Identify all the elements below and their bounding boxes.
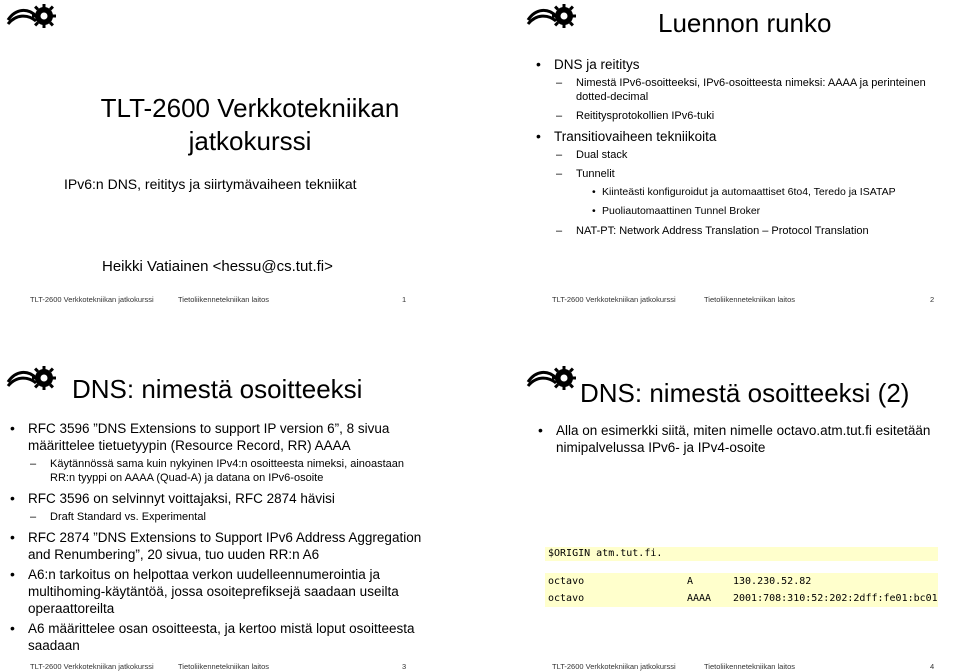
footer-dept: Tietoliikennetekniikan laitos — [704, 662, 796, 671]
slide-title: DNS: nimestä osoitteeksi — [72, 374, 363, 404]
slide-1 — [0, 0, 480, 335]
author-line: Heikki Vatiainen <hessu@cs.tut.fi> — [102, 258, 333, 275]
record-value: 2001:708:310:52:202:2dff:fe01:bc01 — [733, 593, 938, 604]
dns-records — [545, 573, 938, 607]
list-item: • Puoliautomaattinen Tunnel Broker — [592, 205, 946, 218]
record-type: A — [687, 576, 694, 587]
footer-course: TLT-2600 Verkkotekniikan jatkokurssi — [552, 295, 676, 304]
slide-title: TLT-2600 Verkkotekniikan jatkokurssi — [100, 93, 400, 156]
university-logo-icon — [526, 364, 578, 392]
footer-course: TLT-2600 Verkkotekniikan jatkokurssi — [30, 662, 154, 671]
outline-list — [536, 56, 946, 243]
university-logo-icon — [526, 2, 578, 30]
list-item: • A6 määrittelee osan osoitteesta, ja kertoo mistä loput osoitteesta saadaan — [10, 620, 430, 654]
list-item: • A6:n tarkoitus on helpottaa verkon uudelleennumerointia ja multihoming-käytäntöä, jossa osoiteprefiksejä saadaan useilta operaattoreilta — [10, 566, 430, 617]
slide-3 — [0, 336, 480, 671]
list-item: – Nimestä IPv6-osoitteeksi, IPv6-osoitteesta nimeksi: AAAA ja perinteinen dotted-decimal — [556, 76, 946, 104]
list-item: • RFC 2874 ”DNS Extensions to Support IPv6 Address Aggregation and Renumbering”, 20 sivua, tuo uuden RR:n A6 — [10, 529, 430, 563]
record-value: 130.230.52.82 — [733, 576, 812, 587]
dns-record-row — [548, 573, 938, 590]
footer-course: TLT-2600 Verkkotekniikan jatkokurssi — [552, 662, 676, 671]
list-item: – Reititysprotokollien IPv6-tuki — [556, 109, 946, 123]
dns-record-row — [548, 590, 938, 607]
content-list — [538, 422, 938, 459]
list-item: • RFC 3596 on selvinnyt voittajaksi, RFC 2874 hävisi — [10, 490, 430, 507]
list-item: • RFC 3596 ”DNS Extensions to support IP version 6”, 8 sivua määrittelee tietuetyypin (Resource Record, RR) AAAA — [10, 420, 430, 454]
footer-course: TLT-2600 Verkkotekniikan jatkokurssi — [30, 295, 154, 304]
slide-4 — [480, 336, 960, 671]
slide-title: Luennon runko — [658, 8, 832, 38]
list-item: • Transitiovaiheen tekniikoita — [536, 128, 946, 145]
list-item: • Kiinteästi konfiguroidut ja automaattiset 6to4, Teredo ja ISATAP — [592, 186, 946, 199]
footer-dept: Tietoliikennetekniikan laitos — [178, 295, 270, 304]
footer-dept: Tietoliikennetekniikan laitos — [704, 295, 796, 304]
content-list — [10, 420, 430, 657]
university-logo-icon — [6, 2, 58, 30]
footer-dept: Tietoliikennetekniikan laitos — [178, 662, 270, 671]
page-number: 1 — [402, 295, 407, 304]
list-item: – NAT-PT: Network Address Translation – Protocol Translation — [556, 224, 946, 238]
page-number: 4 — [930, 662, 935, 671]
dns-origin-line: $ORIGIN atm.tut.fi. — [545, 547, 938, 561]
slide-subtitle: IPv6:n DNS, reititys ja siirtymävaiheen tekniikat — [64, 176, 357, 192]
list-item: – Dual stack — [556, 148, 946, 162]
record-type: AAAA — [687, 593, 712, 604]
list-item: – Draft Standard vs. Experimental — [30, 510, 430, 524]
slide-title: DNS: nimestä osoitteeksi (2) — [580, 378, 910, 408]
list-item: – Tunnelit — [556, 167, 946, 181]
list-item: – Käytännössä sama kuin nykyinen IPv4:n osoitteesta nimeksi, ainoastaan RR:n tyyppi on AAAA (Quad-A) ja datana on IPv6-osoite — [30, 457, 430, 485]
list-item: • Alla on esimerkki siitä, miten nimelle octavo.atm.tut.fi esitetään nimipalvelussa IPv6- ja IPv4-osoite — [538, 422, 938, 456]
record-name: octavo — [548, 593, 585, 604]
slide-2 — [480, 0, 960, 335]
record-name: octavo — [548, 576, 585, 587]
list-item: • DNS ja reititys — [536, 56, 946, 73]
university-logo-icon — [6, 364, 58, 392]
page-number: 2 — [930, 295, 935, 304]
page-number: 3 — [402, 662, 407, 671]
